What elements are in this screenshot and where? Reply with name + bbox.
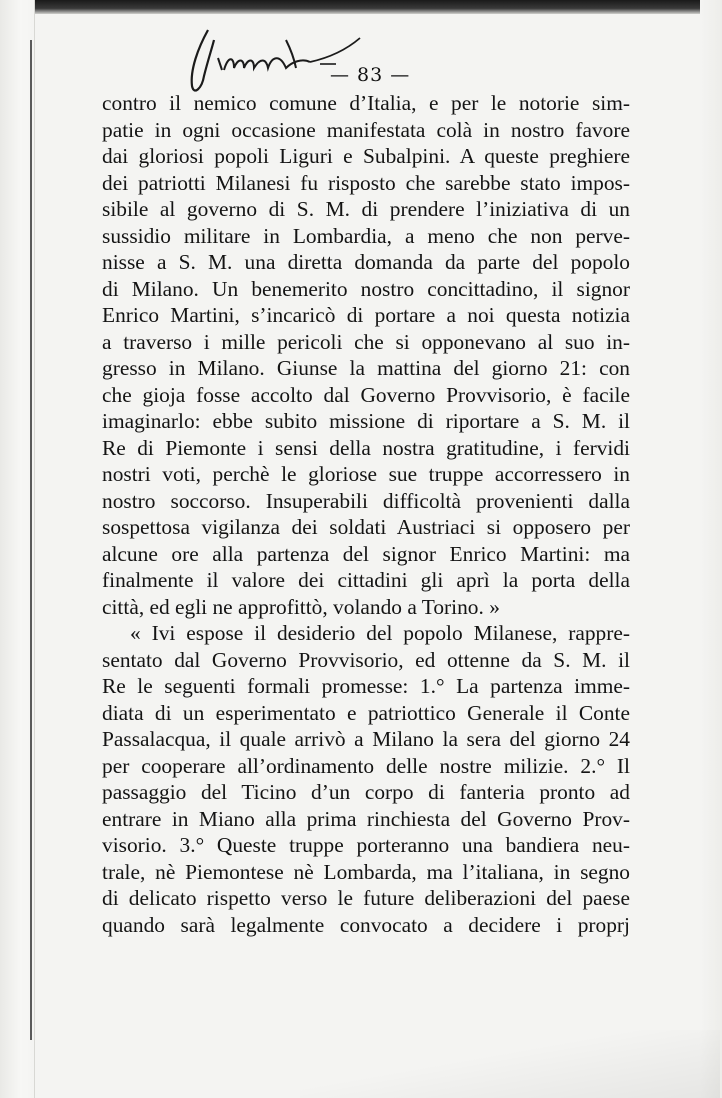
text-line: a traverso i mille pericoli che si opponevano al suo in- xyxy=(102,329,630,354)
text-line: quando sarà legalmente convocato a decidere i proprj xyxy=(102,912,630,937)
text-line: Re di Piemonte i sensi della nostra gratitudine, i fervidi xyxy=(102,435,630,460)
text-line: dai gloriosi popoli Liguri e Subalpini. A queste preghiere xyxy=(102,144,630,168)
text-line: « Ivi espose il desiderio del popolo Milanese, rappre- xyxy=(130,621,630,645)
text-line: sibile al governo di S. M. di prendere l’iniziativa di un xyxy=(102,197,630,221)
text-line: sentato dal Governo Provvisorio, ed ottenne da S. M. il xyxy=(102,647,630,672)
text-line: Enrico Martini, s’incaricò di portare a noi questa notizia xyxy=(102,303,630,327)
text-line: sussidio militare in Lombardia, a meno che non perve- xyxy=(102,223,630,248)
body-text xyxy=(102,90,630,938)
text-line: nostro soccorso. Insuperabili difficoltà provenienti dalla xyxy=(102,488,630,513)
text-line: imaginarlo: ebbe subito missione di riportare a S. M. il xyxy=(102,409,630,433)
handwritten-signature xyxy=(168,18,368,98)
text-line: gresso in Milano. Giunse la mattina del giorno 21: con xyxy=(102,356,630,380)
page-top-shadow xyxy=(0,0,722,14)
text-line: patie in ogni occasione manifestata colà in nostro favore xyxy=(102,117,630,142)
text-line: città, ed egli ne approfittò, volando a Torino. » xyxy=(102,594,500,619)
text-line: contro il nemico comune d’Italia, e per le notorie sim- xyxy=(102,91,630,115)
text-line: alcune ore alla partenza del signor Enrico Martini: ma xyxy=(102,541,630,566)
text-line: dei patriotti Milanesi fu risposto che sarebbe stato impos- xyxy=(102,170,630,195)
text-line: Passalacqua, il quale arrivò a Milano la sera del giorno 24 xyxy=(102,727,630,751)
text-line: diata di un esperimentato e patriottico Generale il Conte xyxy=(102,700,630,725)
text-line: finalmente il valore dei cittadini gli aprì la porta della xyxy=(102,568,630,592)
text-line: entrare in Miano alla prima rinchiesta del Governo Prov- xyxy=(102,806,630,831)
text-line: nisse a S. M. una diretta domanda da parte del popolo xyxy=(102,250,630,274)
text-line: visorio. 3.° Queste truppe porteranno una bandiera neu- xyxy=(102,833,630,857)
text-line: per cooperare all’ordinamento delle nostre milizie. 2.° Il xyxy=(102,753,630,778)
text-line: passaggio del Ticino d’un corpo di fanteria pronto ad xyxy=(102,780,630,804)
text-line: di Milano. Un benemerito nostro concittadino, il signor xyxy=(102,276,630,301)
page-number: — 83 — xyxy=(330,64,411,86)
text-line: Re le seguenti formali promesse: 1.° La partenza imme- xyxy=(102,674,630,698)
text-line: trale, nè Piemontese nè Lombarda, ma l’italiana, in segno xyxy=(102,859,630,884)
page-binding-edge xyxy=(0,0,35,1098)
page-right-edge xyxy=(700,0,722,1098)
text-line: nostri voti, perchè le gloriose sue truppe accorressero in xyxy=(102,462,630,486)
text-line: sospettosa vigilanza dei soldati Austriaci si opposero per xyxy=(102,515,630,539)
text-line: che gioja fosse accolto dal Governo Provvisorio, è facile xyxy=(102,382,630,407)
page-fold-shading xyxy=(300,1030,720,1098)
text-line: di delicato rispetto verso le future deliberazioni del paese xyxy=(102,886,630,910)
